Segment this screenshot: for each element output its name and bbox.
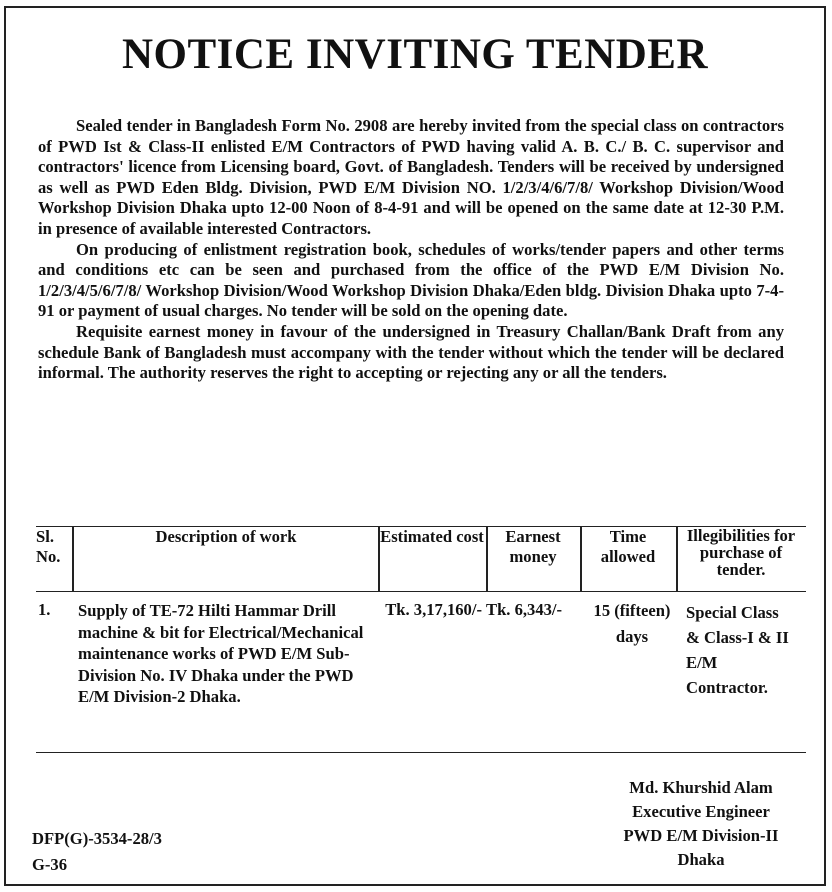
- table-header: [36, 526, 806, 592]
- paragraph-2: On producing of enlistment registration book, schedules of works/tender papers and other terms and conditions etc can be seen and purchased from the office of the PWD E/M Division No. 1/2/3/4/5/6/7/8/ Workshop Division/Wood Workshop Division Dhaka/Eden bldg. Division Dhaka upto 7-4-91 or payment of usual charges. No tender will be sold on the opening date.: [38, 239, 784, 321]
- notice-title: NOTICE INVITING TENDER: [121, 31, 709, 78]
- signature-block: [586, 776, 816, 872]
- header-money: Earnest money: [505, 527, 561, 566]
- column-divider: [676, 527, 678, 591]
- signatory-designation: Executive Engineer: [632, 802, 770, 821]
- tender-table: [36, 526, 806, 753]
- row-sl: 1.: [38, 600, 51, 619]
- header-sl: Sl. No.: [36, 527, 61, 566]
- paragraph-1: Sealed tender in Bangladesh Form No. 2908 are hereby invited from the special class on contractors of PWD Ist & Class-II enlisted E/M Contractors of PWD having valid A. B. C./ B. C. supervisor and contractors' licence from Licensing board, Govt. of Bangladesh. Tenders will be received by undersigned as well as PWD Eden Bldg. Division, PWD E/M Division NO. 1/2/3/4/6/7/8/ Workshop Division/Wood Workshop Division Dhaka upto 12-00 Noon of 8-4-91 and will be opened on the same date at 12-30 P.M. in presence of available interested Contractors.: [38, 116, 784, 238]
- header-time: Time allowed: [600, 527, 656, 566]
- column-divider: [72, 527, 74, 591]
- row-time: 15 (fifteen) days: [593, 601, 671, 646]
- header-description: Description of work: [155, 527, 297, 546]
- header-cost: Estimated cost: [380, 527, 484, 546]
- signatory-name: Md. Khurshid Alam: [629, 778, 773, 797]
- signatory-office: PWD E/M Division-II: [623, 826, 779, 845]
- reference-code-1: DFP(G)-3534-28/3: [32, 829, 162, 848]
- reference-code-2: G-36: [32, 855, 68, 874]
- row-money: Tk. 6,343/-: [486, 600, 563, 619]
- header-eligibility: Illegibilities for purchase of tender.: [686, 526, 796, 579]
- paragraph-3: Requisite earnest money in favour of the undersigned in Treasury Challan/Bank Draft from any schedule Bank of Bangladesh must accompany with the tender without which the tender will be declared informal. The authority reserves the right to accepting or rejecting any or all the tenders.: [38, 321, 784, 383]
- tender-notice: [4, 6, 826, 886]
- row-description: Supply of TE-72 Hilti Hammar Drill machine & bit for Electrical/Mechanical maintenance works of PWD E/M Sub-Division No. IV Dhaka under the PWD E/M Division-2 Dhaka.: [78, 601, 364, 706]
- row-eligibility: Special Class & Class-I & II E/M Contractor.: [686, 603, 789, 697]
- row-cost: Tk. 3,17,160/-: [385, 600, 482, 619]
- notice-body: [38, 116, 784, 384]
- reference-block: [32, 826, 162, 878]
- signatory-location: Dhaka: [677, 850, 725, 869]
- table-row: [36, 592, 806, 753]
